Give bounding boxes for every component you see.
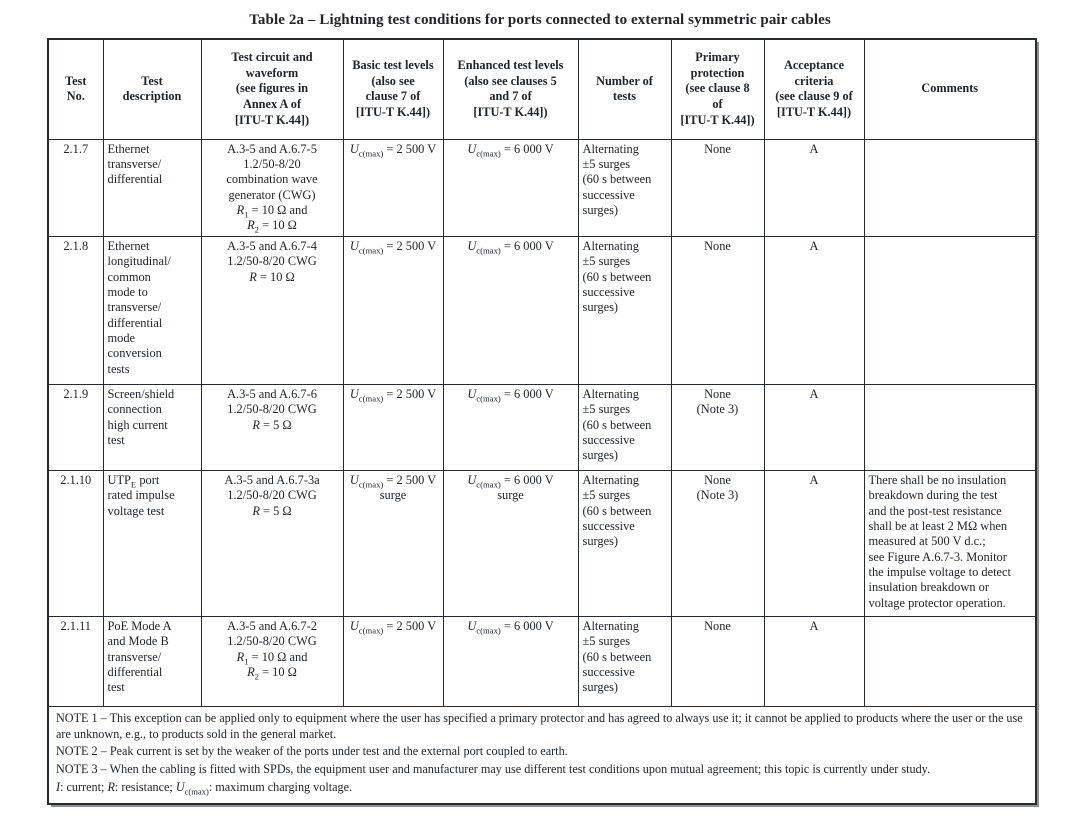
table-row-2.1.9 xyxy=(48,384,1036,470)
column-header-circuit: Test circuit and waveform (see figures in Annex A of [ITU-T K.44]) xyxy=(201,39,343,139)
table-notes xyxy=(48,706,1036,804)
cell-circuit: A.3-5 and A.6.7-6 1.2/50-8/20 CWG R = 5 Ω xyxy=(201,384,343,470)
column-header-basic: Basic test levels (also see clause 7 of [ITU-T K.44]) xyxy=(343,39,443,139)
cell-desc: Screen/shield connection high current test xyxy=(103,384,201,470)
cell-desc: Ethernet longitudinal/ common mode to transverse/ differential mode conversion tests xyxy=(103,236,201,384)
cell-acceptance: A xyxy=(764,139,864,236)
table-header-row xyxy=(48,39,1036,139)
cell-basic: $U_{c(max)} = 2$ 500 V xyxy=(343,616,443,706)
cell-tests: Alternating ±5 surges (60 s between successive surges) xyxy=(578,139,671,236)
note-line-2: NOTE 2 – Peak current is set by the weaker of the ports under test and the external port coupled to earth. xyxy=(56,744,568,759)
table-title: Table 2a – Lightning test conditions for ports connected to external symmetric pair cables xyxy=(249,12,831,28)
cell-circuit: A.3-5 and A.6.7-3a 1.2/50-8/20 CWG R = 5 Ω xyxy=(201,470,343,616)
note-line-4: I: current; R: resistance; $U_{c(max)}$: maximum charging voltage. xyxy=(56,780,353,797)
cell-circuit: A.3-5 and A.6.7-5 1.2/50-8/20 combination wave generator (CWG) $R_1 = 10$ Ω and $R_2 = 10$ Ω xyxy=(201,139,343,236)
note-line-1: NOTE 1 – This exception can be applied only to equipment where the user has specified a primary protector and has agreed to always use it; it cannot be applied to products where the user or the use are unknown, e.g., to products sold in the general market. xyxy=(56,710,1023,741)
cell-protection: None xyxy=(671,139,764,236)
cell-comments: There shall be no insulation breakdown during the test and the post-test resistance shall be at least 2 MΩ when measured at 500 V d.c.; see Figure A.6.7-3. Monitor the impulse voltage to detect insulation breakdown or voltage protector operation. xyxy=(864,470,1036,616)
column-header-desc: Test description xyxy=(103,39,201,139)
table-row-2.1.10 xyxy=(48,470,1036,616)
table-row-2.1.8 xyxy=(48,236,1036,384)
cell-basic: $U_{c(max)} = 2$ 500 V xyxy=(343,384,443,470)
column-header-tests: Number of tests xyxy=(578,39,671,139)
cell-no: 2.1.11 xyxy=(48,616,103,706)
column-header-protection: Primary protection (see clause 8 of [ITU-T K.44]) xyxy=(671,39,764,139)
cell-protection: None xyxy=(671,616,764,706)
cell-protection: None xyxy=(671,236,764,384)
cell-tests: Alternating ±5 surges (60 s between successive surges) xyxy=(578,616,671,706)
cell-no: 2.1.7 xyxy=(48,139,103,236)
cell-enhanced: $U_{c(max)} = 6$ 000 V surge xyxy=(443,470,578,616)
cell-circuit: A.3-5 and A.6.7-4 1.2/50-8/20 CWG R = 10 Ω xyxy=(201,236,343,384)
table-row-2.1.11 xyxy=(48,616,1036,706)
cell-comments xyxy=(864,384,1036,470)
cell-circuit: A.3-5 and A.6.7-2 1.2/50-8/20 CWG $R_1 = 10$ Ω and $R_2 = 10$ Ω xyxy=(201,616,343,706)
column-header-acceptance: Acceptance criteria (see clause 9 of [ITU-T K.44]) xyxy=(764,39,864,139)
cell-no: 2.1.8 xyxy=(48,236,103,384)
cell-tests: Alternating ±5 surges (60 s between successive surges) xyxy=(578,470,671,616)
cell-enhanced: $U_{c(max)} = 6$ 000 V xyxy=(443,139,578,236)
cell-desc: PoE Mode A and Mode B transverse/ differential test xyxy=(103,616,201,706)
lightning-test-conditions-table xyxy=(47,38,1037,805)
column-header-comments: Comments xyxy=(864,39,1036,139)
cell-acceptance: A xyxy=(764,384,864,470)
cell-enhanced: $U_{c(max)} = 6$ 000 V xyxy=(443,236,578,384)
cell-protection: None (Note 3) xyxy=(671,384,764,470)
table-row-2.1.7 xyxy=(48,139,1036,236)
cell-enhanced: $U_{c(max)} = 6$ 000 V xyxy=(443,384,578,470)
cell-desc: Ethernet transverse/ differential xyxy=(103,139,201,236)
cell-tests: Alternating ±5 surges (60 s between successive surges) xyxy=(578,236,671,384)
cell-basic: $U_{c(max)} = 2$ 500 V xyxy=(343,139,443,236)
cell-comments xyxy=(864,616,1036,706)
cell-acceptance: A xyxy=(764,616,864,706)
cell-comments xyxy=(864,236,1036,384)
cell-acceptance: A xyxy=(764,236,864,384)
note-line-3: NOTE 3 – When the cabling is fitted with SPDs, the equipment user and manufacturer may use different test conditions upon mutual agreement; this topic is currently under study. xyxy=(56,762,931,777)
notes-row xyxy=(48,706,1036,804)
cell-basic: $U_{c(max)} = 2$ 500 V xyxy=(343,236,443,384)
cell-enhanced: $U_{c(max)} = 6$ 000 V xyxy=(443,616,578,706)
cell-protection: None (Note 3) xyxy=(671,470,764,616)
column-header-enhanced: Enhanced test levels (also see clauses 5 and 7 of [ITU-T K.44]) xyxy=(443,39,578,139)
cell-comments xyxy=(864,139,1036,236)
cell-no: 2.1.9 xyxy=(48,384,103,470)
cell-desc: $UTP_E$ port rated impulse voltage test xyxy=(103,470,201,616)
column-header-no: Test No. xyxy=(48,39,103,139)
cell-basic: $U_{c(max)} = 2$ 500 V surge xyxy=(343,470,443,616)
cell-no: 2.1.10 xyxy=(48,470,103,616)
cell-acceptance: A xyxy=(764,470,864,616)
cell-tests: Alternating ±5 surges (60 s between successive surges) xyxy=(578,384,671,470)
